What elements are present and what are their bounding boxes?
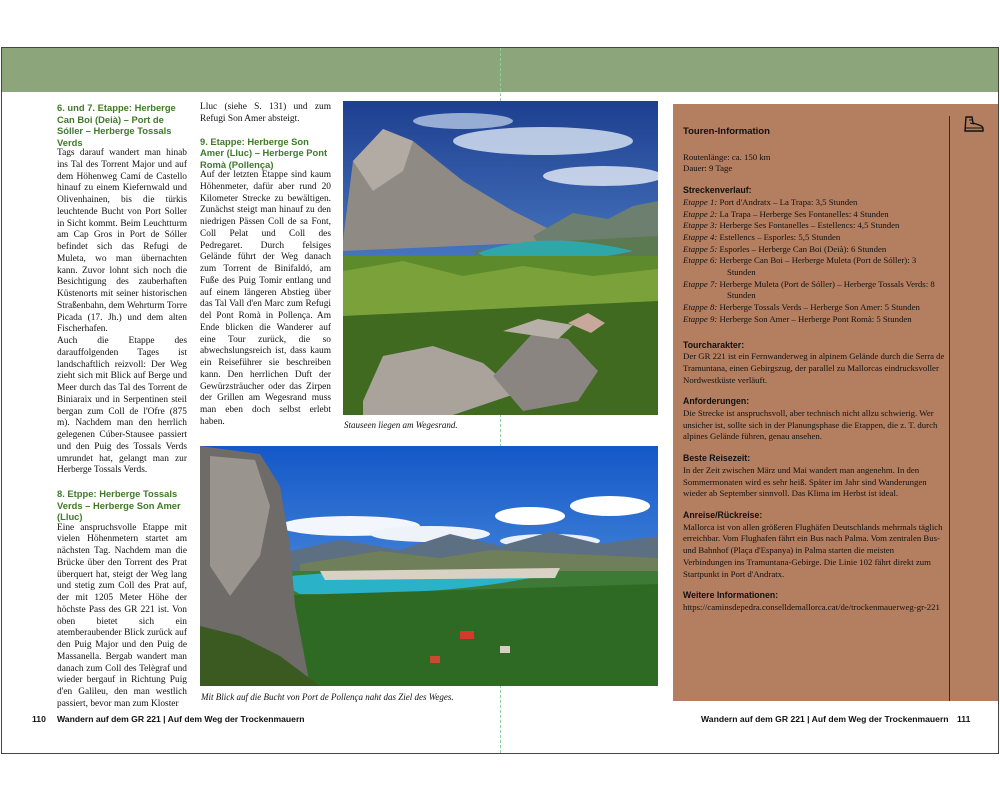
stage-9-heading: 9. Etappe: Herberge Son Amer (Lluc) – Herberge Pont Romà (Pollença) [200, 135, 328, 170]
stage-label: Etappe 9: [683, 313, 718, 324]
stage-8-paragraph: Eine anspruchsvolle Etappe mit vielen Höhenmetern startet am nächsten Tag. Nachdem man die Brücke über den Torrent des Prat überquert hat, steigt der Weg lang und stetig zum Coll des Prat auf, der mit 1205 Meter Höhe der höchste Pass des GR 221 ist. Von oben bietet sich ein atemberaubender Blick zurück auf den Puig Major und den Puig de Massanella. Bergab wandert man danach zum Coll des Telègraf und wieder bergauf in Richtung Puig d'en Galileu, den man westlich passiert, bevor man zum Kloster [57, 522, 187, 709]
reservoir-photo-caption: Stauseen liegen am Wegesrand. [344, 420, 458, 430]
more-info-heading: Weitere Informationen: [683, 590, 779, 601]
tour-info-content [683, 126, 945, 614]
stage-label: Etappe 5: [683, 243, 718, 254]
stage-label: Etappe 6: [683, 255, 718, 266]
stage-item [683, 197, 945, 209]
hiking-boot-icon [963, 114, 985, 134]
stage-text: Port d'Andratx – La Trapa: 3,5 Stunden [719, 196, 858, 207]
stage-item [683, 232, 945, 244]
left-page-number: 110 [32, 714, 46, 724]
requirements-heading: Anforderungen: [683, 396, 750, 407]
stage-label: Etappe 1: [683, 196, 718, 207]
character-heading: Tourcharakter: [683, 339, 745, 350]
stage-item [683, 279, 945, 302]
stage-label: Etappe 7: [683, 278, 718, 289]
travel-heading: Anreise/Rückreise: [683, 509, 763, 520]
stage-text: Herberge Can Boi – Herberge Muleta (Port de Sóller): 3 Stunden [719, 255, 917, 278]
stage-8-heading: 8. Etppe: Herberge Tossals Verds – Herberge Son Amer (Lluc) [57, 488, 181, 522]
left-running-title: Wandern auf dem GR 221 | Auf dem Weg der Trockenmauern [57, 714, 305, 724]
reservoir-photo [343, 101, 658, 415]
stage-7-paragraph: Auch die Etappe des darauffolgenden Tages ist landschaftlich reizvoll: Der Weg zieht sich mit Blick auf Berge und Meer durch das Tal des Torrent de Biniaraix und in Serpentinen steil bergan zum Coll de l'Ofre (875 m). Nachdem man den herrlich gelegenen Cúber-Stausee passiert und den Puig des Tossals Verds umrundet hat, gelangt man zur Herberge Tossals Verds. [57, 336, 187, 476]
route-length: Routenlänge: ca. 150 km [683, 151, 771, 162]
stage-6-7-paragraph: Tags darauf wandert man hinab ins Tal des Torrent Major und auf dem Höhenweg Camí de Castello hinauf zu einem Kiefernwald und Olivenhainen, bis die türkis leuchtende Bucht von Port Soller in Sicht kommt. Beim Leuchtturm am Cap Gros in Port de Sóller befindet sich das Refugi de Muleta, wo man übernachten kann. Zuvor lohnt sich noch die Besichtigung des zauberhaften Küstenorts mit seiner historischen Straßenbahn, dem Wehrturm Torre Picada (17. Jh.) und dem alten Fischerhafen. [57, 148, 187, 335]
stage-6-7-heading: 6. und 7. Etappe: Herberge Can Boi (Deià) – Port de Sóller – Herberge Tossals Verds [57, 102, 176, 148]
bay-photo-caption: Mit Blick auf die Bucht von Port de Pollença naht das Ziel des Weges. [201, 692, 454, 702]
stage-label: Etappe 2: [683, 208, 718, 219]
right-running-title: Wandern auf dem GR 221 | Auf dem Weg der Trockenmauern [701, 714, 949, 724]
requirements-text: Die Strecke ist anspruchsvoll, aber technisch nicht allzu schwierig. Wer unsicher ist, sollte sich in der Planungsphase die Etappen, die z. T. durch alpines Gelände führen, genau ansehen. [683, 408, 938, 442]
stage-8-continuation: Lluc (siehe S. 131) und zum Refugi Son Amer absteigt. [200, 102, 331, 124]
season-heading: Beste Reisezeit: [683, 453, 751, 464]
text-column-2 [200, 102, 331, 429]
stage-item [683, 244, 945, 256]
tour-info-title: Touren-Information [683, 126, 770, 137]
stage-text: Herberge Ses Fontanelles – Estellencs: 4,5 Stunden [719, 220, 900, 231]
route-heading: Streckenverlauf: [683, 185, 752, 196]
book-spread [1, 47, 999, 754]
stage-label: Etappe 8: [683, 302, 718, 313]
travel-text: Mallorca ist von allen größeren Flughäfen Deutschlands mehrmals täglich erreichbar. Vom Flughafen fährt ein Bus nach Palma. Vom zentralen Bus- und Bahnhof (Plaça d'Espanya) in Palma starten die meisten Verbindungen ins Tramuntana-Gebirge. Die Linie 102 fährt direkt zum Startpunkt in Port d'Andratx. [683, 521, 943, 579]
character-text: Der GR 221 ist ein Fernwanderweg in alpinem Gelände durch die Serra de Tramuntana, einen Gebirgszug, der parallel zu Mallorcas eindrucksvoller Nordwestküste verläuft. [683, 351, 945, 385]
stage-text: Estellencs – Esporles: 5,5 Stunden [719, 231, 841, 242]
stage-item [683, 314, 945, 326]
stage-9-paragraph: Auf der letzten Etappe sind kaum Höhenmeter, dafür aber rund 20 Kilometer Strecke zu bewältigen. Zunächst steigt man hinauf zu den niedrigen Pässen Coll de sa Font, Coll Pelat und Coll des Pedregaret. Durch felsiges Gelände führt der Weg danach zum Torrent de Binifaldó, am Fuße des Puig Tomir entlang und auf einem längeren Abstieg über das Tal Vall d'en Marc zum Refugi del Pont Romà in Pollença. Am Ende blicken die Wanderer auf eine Tour zurück, die so abwechslungsreich ist, dass kaum ein Reiseführer sie beschreiben kann. Den herrlichen Duft der Gewürzsträucher oder das Zirpen der Grillen am Wegesrand muss man eben doch selbst erlebt haben. [200, 170, 331, 427]
stage-text: Herberge Muleta (Port de Sóller) – Herberge Tossals Verds: 8 Stunden [719, 278, 935, 301]
stage-text: Herberge Tossals Verds – Herberge Son Amer: 5 Stunden [719, 302, 920, 313]
stage-text: Herberge Son Amer – Herberge Pont Romà: 5 Stunden [719, 313, 912, 324]
text-column-1 [57, 102, 187, 711]
stage-label: Etappe 3: [683, 220, 718, 231]
stage-text: La Trapa – Herberge Ses Fontanelles: 4 Stunden [719, 208, 889, 219]
stage-item [683, 220, 945, 232]
stage-label: Etappe 4: [683, 231, 718, 242]
stage-text: Esporles – Herberge Can Boi (Deià): 6 Stunden [719, 243, 887, 254]
stage-item [683, 255, 945, 278]
tour-duration: Dauer: 9 Tage [683, 163, 733, 174]
more-info-url: https://caminsdepedra.conselldemallorca.cat/de/trockenmauerweg-gr-221 [683, 601, 940, 612]
tour-info-box [673, 104, 998, 701]
info-box-divider [949, 116, 950, 701]
stage-item [683, 209, 945, 221]
right-page-number: 111 [957, 714, 971, 724]
season-text: In der Zeit zwischen März und Mai wandert man angenehm. In den Sommermonaten wird es sehr heiß. Später im Jahr sind Wanderungen wieder ab September sinnvoll. Das Klima im Herbst ist ideal. [683, 464, 927, 499]
stage-item [683, 302, 945, 314]
bay-photo [200, 446, 658, 686]
